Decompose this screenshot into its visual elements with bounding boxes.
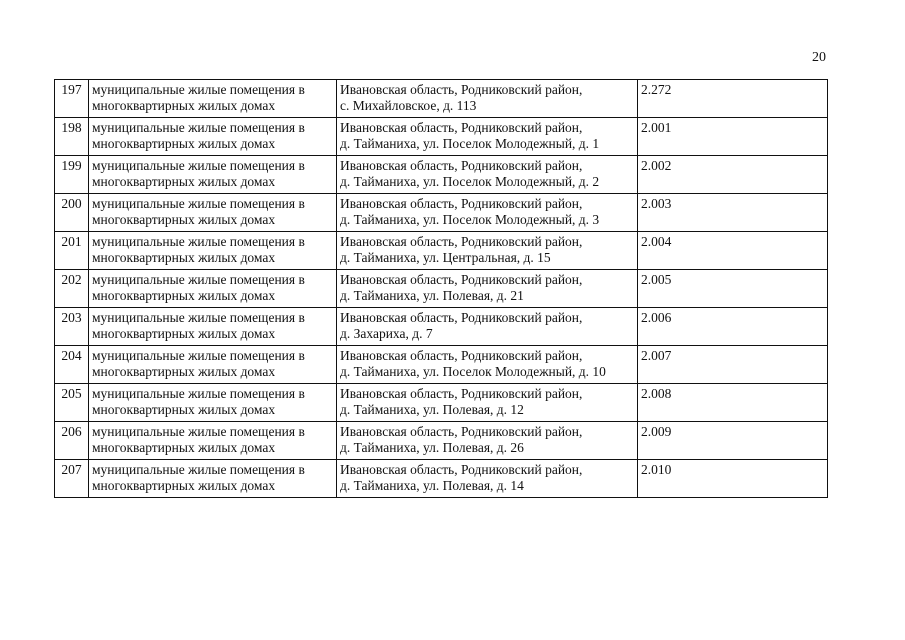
row-number-cell [55,156,89,194]
property-type-cell [89,118,337,156]
property-type-line2: многоквартирных жилых домах [92,402,276,417]
address-cell [337,308,638,346]
area-code: 2.004 [641,234,672,249]
area-code-cell [638,80,828,118]
area-code-cell [638,118,828,156]
address-line2: д. Тайманиха, ул. Полевая, д. 21 [340,288,524,303]
row-number: 198 [61,120,82,135]
area-code: 2.001 [641,120,672,135]
registry-body [55,80,828,498]
property-type-cell [89,346,337,384]
address-line1: Ивановская область, Родниковский район, [340,348,583,363]
property-type-line2: многоквартирных жилых домах [92,478,276,493]
property-type-line1: муниципальные жилые помещения в [92,348,305,363]
address-line1: Ивановская область, Родниковский район, [340,234,583,249]
row-number: 207 [61,462,82,477]
property-type-line2: многоквартирных жилых домах [92,326,276,341]
address-line2: д. Тайманиха, ул. Полевая, д. 12 [340,402,524,417]
area-code-cell [638,384,828,422]
property-type-line2: многоквартирных жилых домах [92,136,276,151]
property-type-line2: многоквартирных жилых домах [92,364,276,379]
property-type-cell [89,270,337,308]
address-cell [337,460,638,498]
property-type-line2: многоквартирных жилых домах [92,212,276,227]
address-line2: д. Тайманиха, ул. Полевая, д. 26 [340,440,524,455]
address-cell [337,232,638,270]
row-number: 202 [61,272,82,287]
row-number-cell [55,232,89,270]
property-type-cell [89,460,337,498]
address-line1: Ивановская область, Родниковский район, [340,82,583,97]
address-line1: Ивановская область, Родниковский район, [340,196,583,211]
page-number: 20 [812,50,826,65]
property-type-line1: муниципальные жилые помещения в [92,196,305,211]
property-type-cell [89,384,337,422]
area-code-cell [638,346,828,384]
row-number-cell [55,308,89,346]
address-line2: с. Михайловское, д. 113 [340,98,477,113]
area-code: 2.002 [641,158,672,173]
address-line1: Ивановская область, Родниковский район, [340,386,583,401]
row-number: 205 [61,386,82,401]
table-row [55,384,828,422]
property-type-line1: муниципальные жилые помещения в [92,120,305,135]
property-type-cell [89,194,337,232]
row-number: 200 [61,196,82,211]
area-code: 2.010 [641,462,672,477]
address-line2: д. Тайманиха, ул. Полевая, д. 14 [340,478,524,493]
row-number-cell [55,194,89,232]
row-number: 197 [61,82,82,97]
row-number: 201 [61,234,82,249]
row-number-cell [55,80,89,118]
area-code-cell [638,270,828,308]
area-code: 2.003 [641,196,672,211]
address-cell [337,270,638,308]
property-type-line2: многоквартирных жилых домах [92,440,276,455]
area-code: 2.005 [641,272,672,287]
address-line1: Ивановская область, Родниковский район, [340,310,583,325]
address-line1: Ивановская область, Родниковский район, [340,424,583,439]
property-type-line1: муниципальные жилые помещения в [92,158,305,173]
address-cell [337,118,638,156]
row-number-cell [55,460,89,498]
address-line2: д. Тайманиха, ул. Поселок Молодежный, д. 2 [340,174,600,189]
address-line1: Ивановская область, Родниковский район, [340,120,583,135]
property-type-line2: многоквартирных жилых домах [92,288,276,303]
row-number-cell [55,422,89,460]
area-code: 2.272 [641,82,672,97]
row-number: 204 [61,348,82,363]
property-type-line2: многоквартирных жилых домах [92,250,276,265]
address-cell [337,194,638,232]
property-type-cell [89,422,337,460]
table-row [55,156,828,194]
address-line1: Ивановская область, Родниковский район, [340,272,583,287]
property-type-line1: муниципальные жилые помещения в [92,386,305,401]
address-cell [337,384,638,422]
area-code-cell [638,156,828,194]
table-row [55,422,828,460]
address-line1: Ивановская область, Родниковский район, [340,462,583,477]
address-line2: д. Захариха, д. 7 [340,326,433,341]
row-number: 203 [61,310,82,325]
area-code-cell [638,422,828,460]
row-number-cell [55,118,89,156]
address-line2: д. Тайманиха, ул. Поселок Молодежный, д. 10 [340,364,606,379]
table-row [55,308,828,346]
table-row [55,460,828,498]
address-line1: Ивановская область, Родниковский район, [340,158,583,173]
row-number: 206 [61,424,82,439]
property-type-line1: муниципальные жилые помещения в [92,82,305,97]
table-row [55,270,828,308]
property-type-line1: муниципальные жилые помещения в [92,272,305,287]
row-number-cell [55,384,89,422]
table-row [55,118,828,156]
table-row [55,346,828,384]
property-type-line2: многоквартирных жилых домах [92,174,276,189]
area-code: 2.006 [641,310,672,325]
address-line2: д. Тайманиха, ул. Поселок Молодежный, д. 1 [340,136,600,151]
table-row [55,80,828,118]
property-type-line1: муниципальные жилые помещения в [92,234,305,249]
area-code: 2.009 [641,424,672,439]
row-number-cell [55,346,89,384]
property-type-cell [89,80,337,118]
area-code-cell [638,460,828,498]
address-cell [337,422,638,460]
row-number-cell [55,270,89,308]
row-number: 199 [61,158,82,173]
property-type-cell [89,308,337,346]
property-type-cell [89,156,337,194]
property-type-line1: муниципальные жилые помещения в [92,310,305,325]
address-cell [337,80,638,118]
table-row [55,232,828,270]
property-type-line1: муниципальные жилые помещения в [92,424,305,439]
area-code: 2.008 [641,386,672,401]
address-cell [337,156,638,194]
area-code-cell [638,194,828,232]
property-registry-table [54,79,828,498]
address-cell [337,346,638,384]
table-row [55,194,828,232]
area-code-cell [638,308,828,346]
area-code: 2.007 [641,348,672,363]
property-type-line1: муниципальные жилые помещения в [92,462,305,477]
area-code-cell [638,232,828,270]
address-line2: д. Тайманиха, ул. Поселок Молодежный, д. 3 [340,212,600,227]
property-type-line2: многоквартирных жилых домах [92,98,276,113]
address-line2: д. Тайманиха, ул. Центральная, д. 15 [340,250,551,265]
property-type-cell [89,232,337,270]
